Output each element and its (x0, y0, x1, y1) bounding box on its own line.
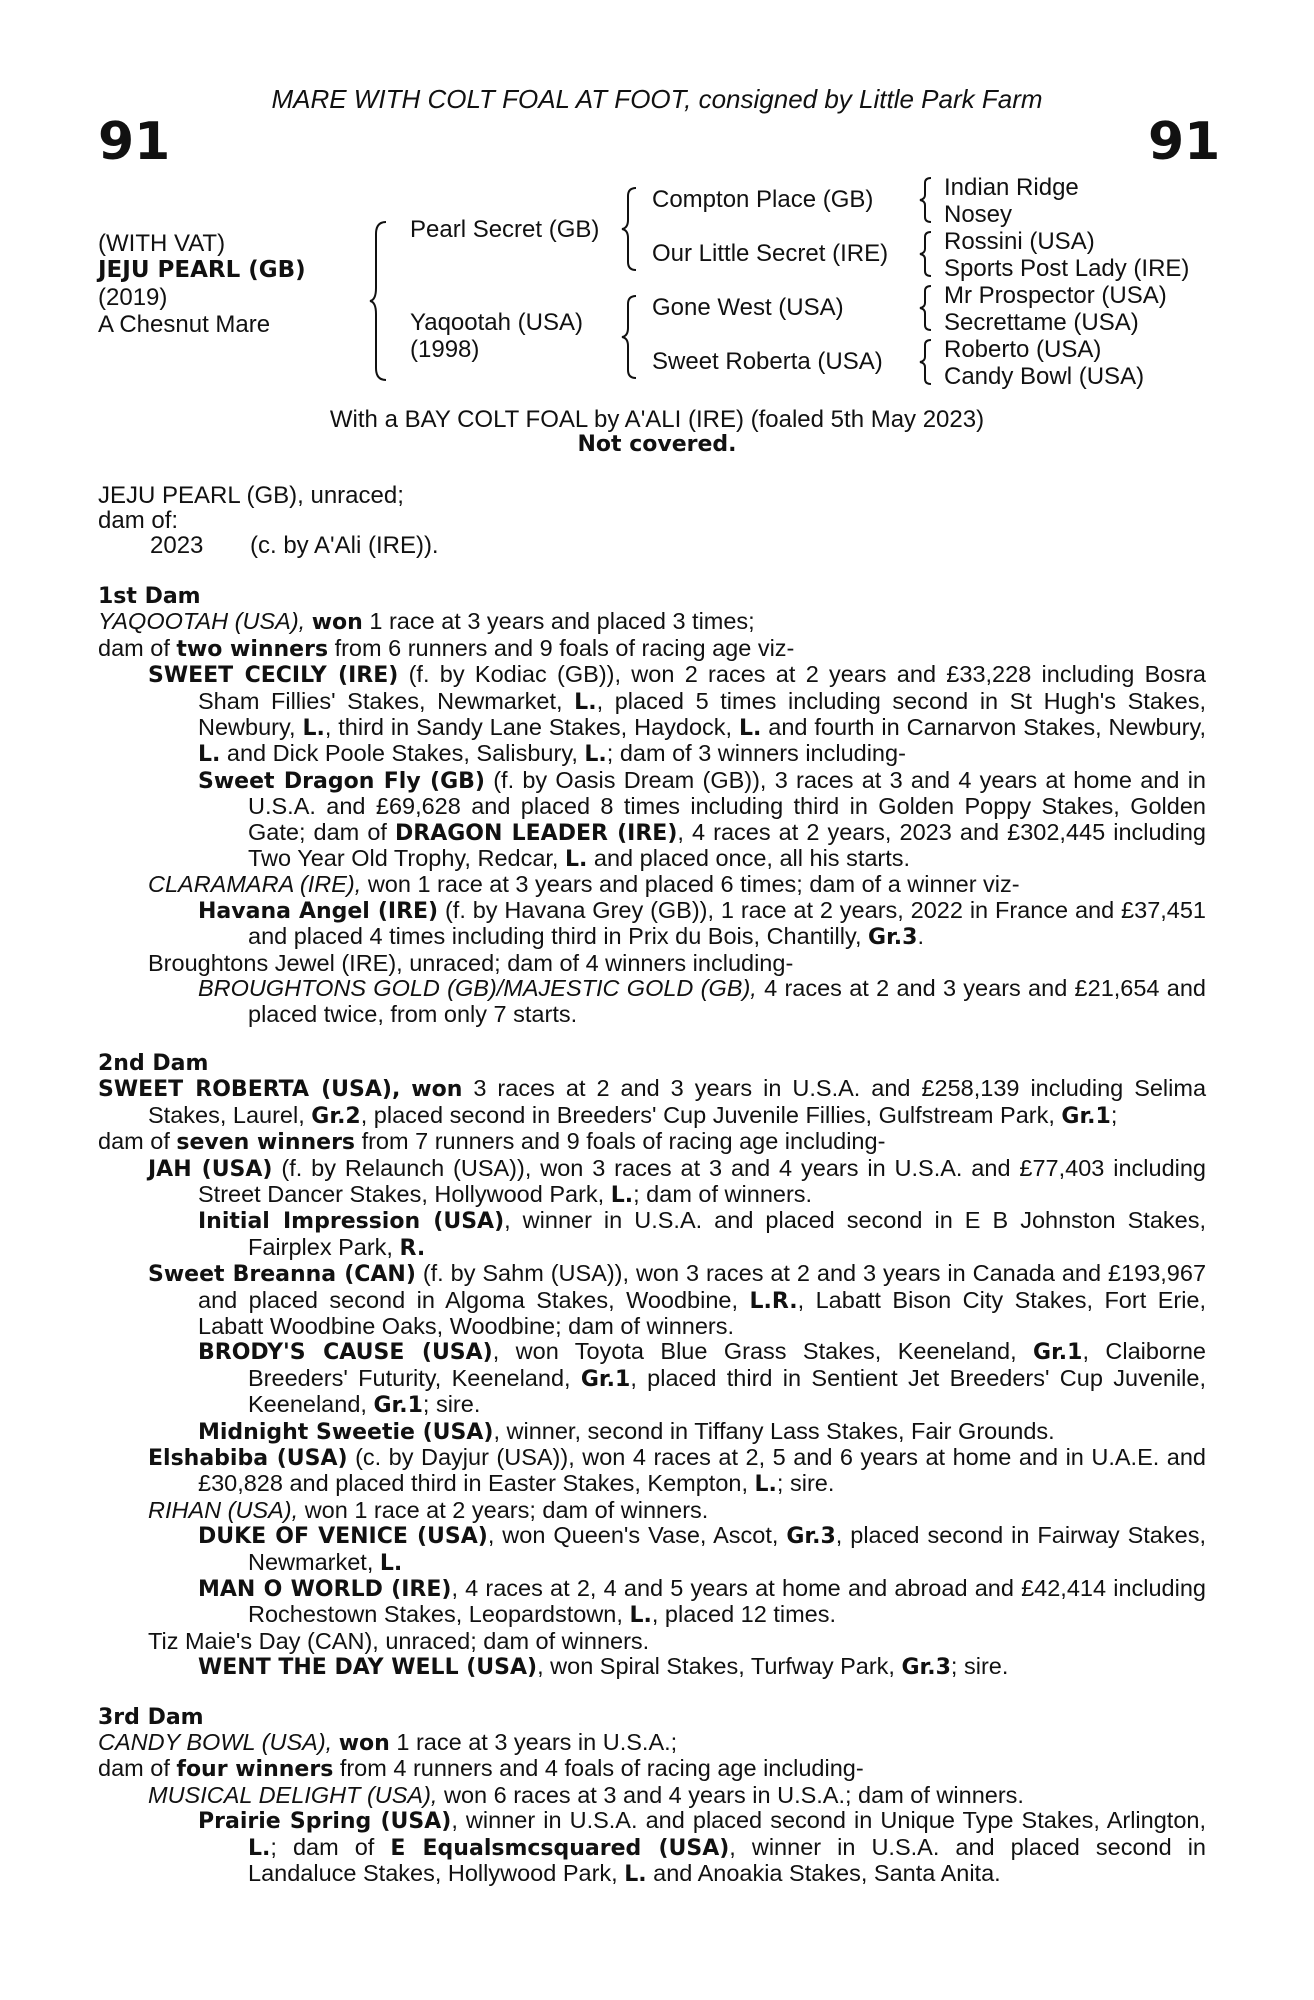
entry-initial-impression: Initial Impression (USA), winner in U.S.A. and placed second in E B Johnston Stakes, Fairplex Park, R. (198, 1207, 1206, 1261)
dam-year: (1998) (410, 336, 480, 363)
entry-sweet-breanna: Sweet Breanna (CAN) (f. by Sahm (USA)), won 3 races at 2 and 3 years in Canada and £193,967 and placed second in Algoma Stakes, Woodbine, L.R., Labatt Bison City Stakes, Fort Erie, Labatt Woodbine Oaks, Woodbine; dam of winners. (148, 1260, 1207, 1339)
pedigree-brace (368, 220, 392, 382)
entry-sweet-dragon-fly: Sweet Dragon Fly (GB) (f. by Oasis Dream (GB)), 3 races at 3 and 4 years at home and in U.S.A. and £69,628 and placed 8 times including third in Golden Poppy Stakes, Golden Gate; dam of DRAGON LEADER (IRE), 4 races at 2 years, 2023 and £302,445 including Two Year Old Trophy, Redcar, L. and placed once, all his starts. (198, 766, 1206, 873)
lot-number-right: 91 (1148, 112, 1221, 172)
ancestor-1: Indian Ridge (944, 174, 1079, 201)
ancestor-4: Sports Post Lady (IRE) (944, 255, 1190, 282)
lot-number-left: 91 (98, 112, 171, 172)
entry-midnight-sweetie: Midnight Sweetie (USA), winner, second in Tiffany Lass Stakes, Fair Grounds. (198, 1417, 1055, 1445)
ancestor-7: Roberto (USA) (944, 336, 1102, 363)
entry-sweet-cecily: SWEET CECILY (IRE) (f. by Kodiac (GB)), won 2 races at 2 years and £33,228 including Bosra Sham Fillies' Stakes, Newmarket, L., placed 5 times including second in St Hugh's Stakes, Newbury, L., third in Sandy Lane Stakes, Haydock, L. and fourth in Carnarvon Stakes, Newbury, L. and Dick Poole Stakes, Salisbury, L.; dam of 3 winners including- (148, 661, 1207, 768)
entry-prairie-spring: Prairie Spring (USA), winner in U.S.A. and placed second in Unique Type Stakes, Arlington, L.; dam of E Equalsmcsquared (USA), winner in U.S.A. and placed second in Landaluce Stakes, Hollywood Park, L. and Anoakia Stakes, Santa Anita. (198, 1807, 1206, 1888)
ancestor-8: Candy Bowl (USA) (944, 363, 1145, 390)
sire-dam: Our Little Secret (IRE) (652, 240, 889, 267)
horse-description: A Chesnut Mare (98, 311, 271, 338)
first-dam-heading: 1st Dam (98, 584, 201, 609)
sire-sire: Compton Place (GB) (652, 186, 874, 213)
brace-g4 (918, 338, 934, 386)
third-dam-produce: dam of four winners from 4 runners and 4 foals of racing age including- (98, 1755, 864, 1783)
first-dam-produce: dam of two winners from 6 runners and 9 foals of racing age viz- (98, 634, 795, 662)
dam-name: Yaqootah (USA) (410, 309, 583, 336)
third-dam-line: CANDY BOWL (USA), won 1 race at 3 years in U.S.A.; (98, 1729, 678, 1757)
dam-sire: Gone West (USA) (652, 294, 844, 321)
brace-g2 (918, 230, 934, 278)
produce-detail: (c. by A'Ali (IRE)). (250, 532, 439, 559)
vat-note: (WITH VAT) (98, 230, 226, 257)
horse-year: (2019) (98, 284, 168, 311)
second-dam-line: SWEET ROBERTA (USA), won 3 races at 2 and 3 years in U.S.A. and £258,139 including Selima Stakes, Laurel, Gr.2, placed second in Breeders' Cup Juvenile Fillies, Gulfstream Park, Gr.1; (98, 1075, 1207, 1129)
entry-tiz-maies-day: Tiz Maie's Day (CAN), unraced; dam of winners. (148, 1627, 650, 1654)
produce-line: JEJU PEARL (GB), unraced; (98, 482, 404, 509)
catalogue-body (98, 584, 1206, 1888)
ancestor-5: Mr Prospector (USA) (944, 282, 1167, 309)
entry-rihan: RIHAN (USA), won 1 race at 2 years; dam of winners. (148, 1496, 709, 1523)
dam-dam: Sweet Roberta (USA) (652, 348, 883, 375)
first-dam-line: YAQOOTAH (USA), won 1 race at 3 years and placed 3 times; (98, 608, 755, 636)
ancestor-2: Nosey (944, 201, 1013, 228)
foal-line: With a BAY COLT FOAL by A'ALI (IRE) (foaled 5th May 2023) (329, 406, 985, 433)
entry-musical-delight: MUSICAL DELIGHT (USA), won 6 races at 3 and 4 years in U.S.A.; dam of winners. (148, 1781, 1024, 1808)
brace-g1 (918, 176, 934, 224)
third-dam-heading: 3rd Dam (98, 1704, 204, 1730)
dam-brace (620, 294, 640, 380)
entry-claramara: CLARAMARA (IRE), won 1 race at 3 years and placed 6 times; dam of a winner viz- (148, 871, 1020, 898)
entry-went-the-day-well: WENT THE DAY WELL (USA), won Spiral Stakes, Turfway Park, Gr.3; sire. (198, 1653, 1009, 1681)
entry-brodys-cause: BRODY'S CAUSE (USA), won Toyota Blue Grass Stakes, Keeneland, Gr.1, Claiborne Breeders' Futurity, Keeneland, Gr.1, placed third in Sentient Jet Breeders' Cup Juvenile, Keeneland, Gr.1; sire. (198, 1338, 1206, 1419)
entry-havana-angel: Havana Angel (IRE) (f. by Havana Grey (GB)), 1 race at 2 years, 2022 in France and £37,451 and placed 4 times including third in Prix du Bois, Chantilly, Gr.3. (198, 896, 1206, 951)
ancestor-3: Rossini (USA) (944, 228, 1095, 255)
second-dam-heading: 2nd Dam (98, 1050, 209, 1076)
horse-name: JEJU PEARL (GB) (98, 257, 306, 283)
entry-broughtons-gold: BROUGHTONS GOLD (GB)/MAJESTIC GOLD (GB), 4 races at 2 and 3 years and £21,654 and placed twice, from only 7 starts. (198, 975, 1206, 1027)
entry-elshabiba: Elshabiba (USA) (c. by Dayjur (USA)), won 4 races at 2, 5 and 6 years at home and in U.A.E. and £30,828 and placed third in Easter Stakes, Kempton, L.; sire. (148, 1444, 1207, 1498)
covered-status: Not covered. (577, 432, 737, 457)
second-dam-produce: dam of seven winners from 7 runners and 9 foals of racing age including- (98, 1128, 886, 1156)
entry-jah: JAH (USA) (f. by Relaunch (USA)), won 3 races at 3 and 4 years in U.S.A. and £77,403 including Street Dancer Stakes, Hollywood Park, L.; dam of winners. (148, 1154, 1206, 1208)
entry-man-o-world: MAN O WORLD (IRE), 4 races at 2, 4 and 5 years at home and abroad and £42,414 including Rochestown Stakes, Leopardstown, L., placed 12 times. (198, 1575, 1206, 1629)
ancestor-6: Secrettame (USA) (944, 309, 1139, 336)
sire-name: Pearl Secret (GB) (410, 216, 600, 243)
produce-damof: dam of: (98, 507, 179, 534)
sire-brace (620, 186, 640, 272)
sale-heading: MARE WITH COLT FOAL AT FOOT, consigned by Little Park Farm (271, 84, 1043, 114)
brace-g3 (918, 284, 934, 332)
entry-duke-of-venice: DUKE OF VENICE (USA), won Queen's Vase, Ascot, Gr.3, placed second in Fairway Stakes, Newmarket, L. (198, 1522, 1206, 1576)
entry-broughtons-jewel: Broughtons Jewel (IRE), unraced; dam of 4 winners including- (148, 949, 794, 976)
produce-year: 2023 (150, 532, 204, 559)
